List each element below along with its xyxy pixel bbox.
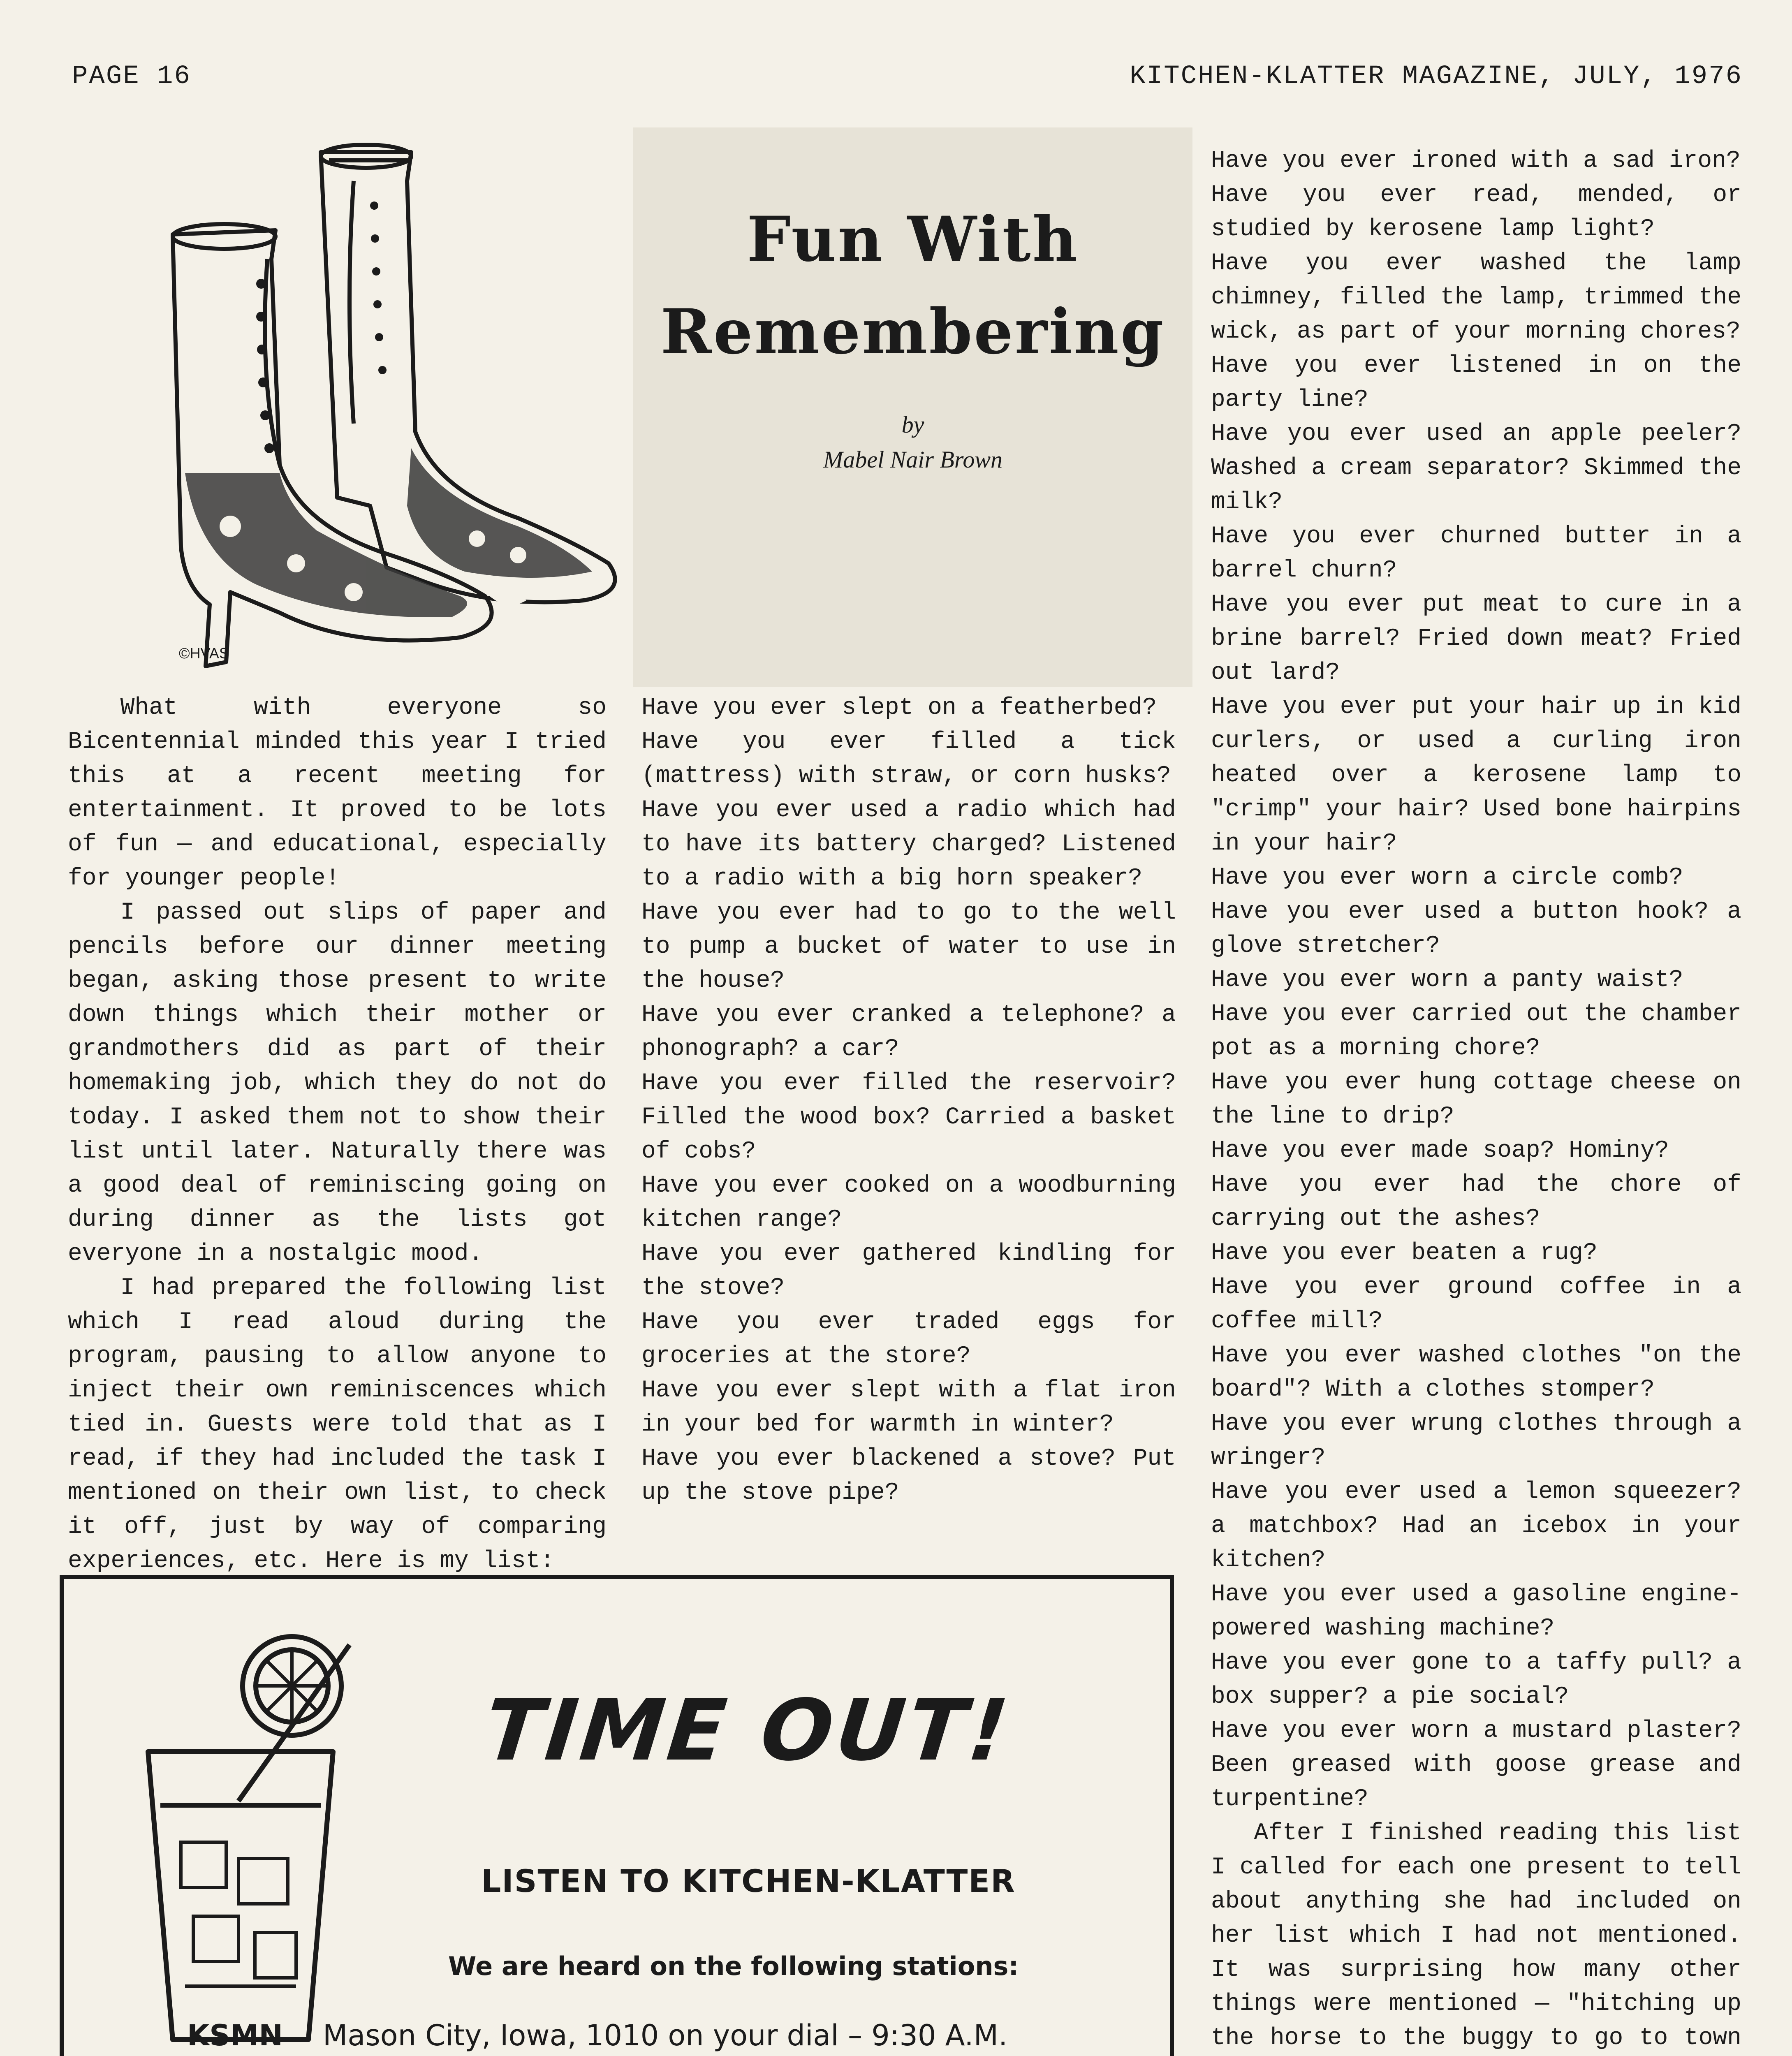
question: Have you ever worn a panty waist? bbox=[1211, 967, 1683, 993]
question: Have you ever filled a tick (mattress) with straw, or corn husks? bbox=[641, 729, 1176, 790]
question: Have you ever washed the lamp chimney, filled the lamp, trimmed the wick, as part of your morning chores? bbox=[1211, 250, 1741, 345]
question: Have you ever carried out the chamber pot as a morning chore? bbox=[1211, 1001, 1741, 1062]
question: Have you ever had the chore of carrying out the ashes? bbox=[1211, 1172, 1741, 1232]
ad-stations-intro: We are heard on the following stations: bbox=[448, 1951, 1019, 1981]
question: Have you ever used an apple peeler? Washed a cream separator? Skimmed the milk? bbox=[1211, 421, 1741, 516]
article-column-1 bbox=[68, 691, 607, 1578]
question: Have you ever slept with a flat iron in your bed for warmth in winter? bbox=[641, 1377, 1176, 1438]
question: Have you ever used a button hook? a glove stretcher? bbox=[1211, 898, 1741, 959]
paragraph: What with everyone so Bicentennial minded this year I tried this at a recent meeting for entertainment. It proved to be lots of fun — and educational, especially for younger people! bbox=[68, 695, 607, 892]
question: Have you ever gathered kindling for the stove? bbox=[641, 1241, 1176, 1301]
paragraph: I passed out slips of paper and pencils before our dinner meeting began, asking those present to write down things which their mother or grandmothers did as part of their homemaking job, which they do not do today. I asked them not to show their list until later. Naturally there was a good deal of reminiscing going on during dinner as the lists got everyone in a nostalgic mood. bbox=[68, 899, 607, 1267]
question: Have you ever filled the reservoir? Filled the wood box? Carried a basket of cobs? bbox=[641, 1070, 1176, 1165]
station-row bbox=[187, 2015, 1013, 2056]
magazine-title-date: KITCHEN-KLATTER MAGAZINE, JULY, 1976 bbox=[1130, 62, 1743, 91]
author-name: Mabel Nair Brown bbox=[823, 446, 1003, 473]
question: Have you ever used a gasoline engine-powered washing machine? bbox=[1211, 1581, 1741, 1642]
ad-listen-line: LISTEN TO KITCHEN-KLATTER bbox=[481, 1863, 1016, 1899]
question: Have you ever ironed with a sad iron? bbox=[1211, 148, 1741, 174]
question: Have you ever washed clothes "on the board"? With a clothes stomper? bbox=[1211, 1342, 1741, 1403]
iced-drink-glass-illustration bbox=[136, 1628, 403, 2056]
question: Have you ever beaten a rug? bbox=[1211, 1240, 1598, 1266]
illustration-credit: ©HVAS bbox=[179, 645, 229, 662]
question: Have you ever hung cottage cheese on the line to drip? bbox=[1211, 1069, 1741, 1130]
question: Have you ever listened in on the party line? bbox=[1211, 352, 1741, 413]
ad-headline: TIME OUT! bbox=[480, 1682, 1016, 1780]
article-column-2 bbox=[641, 691, 1176, 1510]
paragraph: I had prepared the following list which I read aloud during the program, pausing to allow anyone to inject their own reminiscences which tied in. Guests were told that as I read, if they had included the task I mentioned on their own list, to check it off, just by way of comparing experiences, etc. Here is my list: bbox=[68, 1275, 607, 1574]
victorian-boots-illustration bbox=[123, 136, 666, 678]
question: Have you ever used a lemon squeezer? a matchbox? Had an icebox in your kitchen? bbox=[1211, 1479, 1741, 1574]
station-list bbox=[187, 2015, 1013, 2056]
title-line-2: Remembering bbox=[660, 296, 1165, 368]
title-line-1: Fun With bbox=[747, 203, 1079, 276]
question: Have you ever put meat to cure in a brine barrel? Fried down meat? Fried out lard? bbox=[1211, 591, 1741, 686]
question: Have you ever worn a circle comb? bbox=[1211, 864, 1683, 891]
byline bbox=[650, 407, 1176, 477]
question: Have you ever wrung clothes through a wringer? bbox=[1211, 1410, 1741, 1471]
page-number: PAGE 16 bbox=[72, 62, 191, 91]
question: Have you ever ground coffee in a coffee mill? bbox=[1211, 1274, 1741, 1335]
question: Have you ever gone to a taffy pull? a box supper? a pie social? bbox=[1211, 1649, 1741, 1710]
article-title bbox=[650, 193, 1176, 378]
question: Have you ever worn a mustard plaster? Been greased with goose grease and turpentine? bbox=[1211, 1718, 1741, 1813]
closing-paragraph: After I finished reading this list I called for each one present to tell about anything she had included on her list which I had not mentioned. It was surprising how many other things were mentioned — "hitching up the horse to the buggy to go to town bbox=[1211, 1820, 1741, 2051]
question: Have you ever blackened a stove? Put up the stove pipe? bbox=[641, 1445, 1176, 1506]
question: Have you ever cooked on a woodburning kitchen range? bbox=[641, 1172, 1176, 1233]
question: Have you ever slept on a featherbed? bbox=[641, 695, 1157, 721]
question: Have you ever read, mended, or studied by kerosene lamp light? bbox=[1211, 182, 1741, 243]
byline-by: by bbox=[901, 411, 924, 438]
question: Have you ever churned butter in a barrel churn? bbox=[1211, 523, 1741, 584]
station-info: Mason City, Iowa, 1010 on your dial – 9:30 A.M. bbox=[323, 2019, 1008, 2052]
question: Have you ever made soap? Hominy? bbox=[1211, 1137, 1669, 1164]
question: Have you ever put your hair up in kid curlers, or used a curling iron heated over a kerosene lamp to "crimp" your hair? Used bone hairpins in your hair? bbox=[1211, 694, 1741, 857]
question: Have you ever traded eggs for groceries at the store? bbox=[641, 1309, 1176, 1370]
question: Have you ever had to go to the well to pump a bucket of water to use in the house? bbox=[641, 899, 1176, 994]
question: Have you ever cranked a telephone? a phonograph? a car? bbox=[641, 1002, 1176, 1063]
article-column-3 bbox=[1211, 144, 1741, 2056]
call-sign: KSMN bbox=[187, 2019, 283, 2052]
question: Have you ever used a radio which had to have its battery charged? Listened to a radio with a big horn speaker? bbox=[641, 797, 1176, 892]
